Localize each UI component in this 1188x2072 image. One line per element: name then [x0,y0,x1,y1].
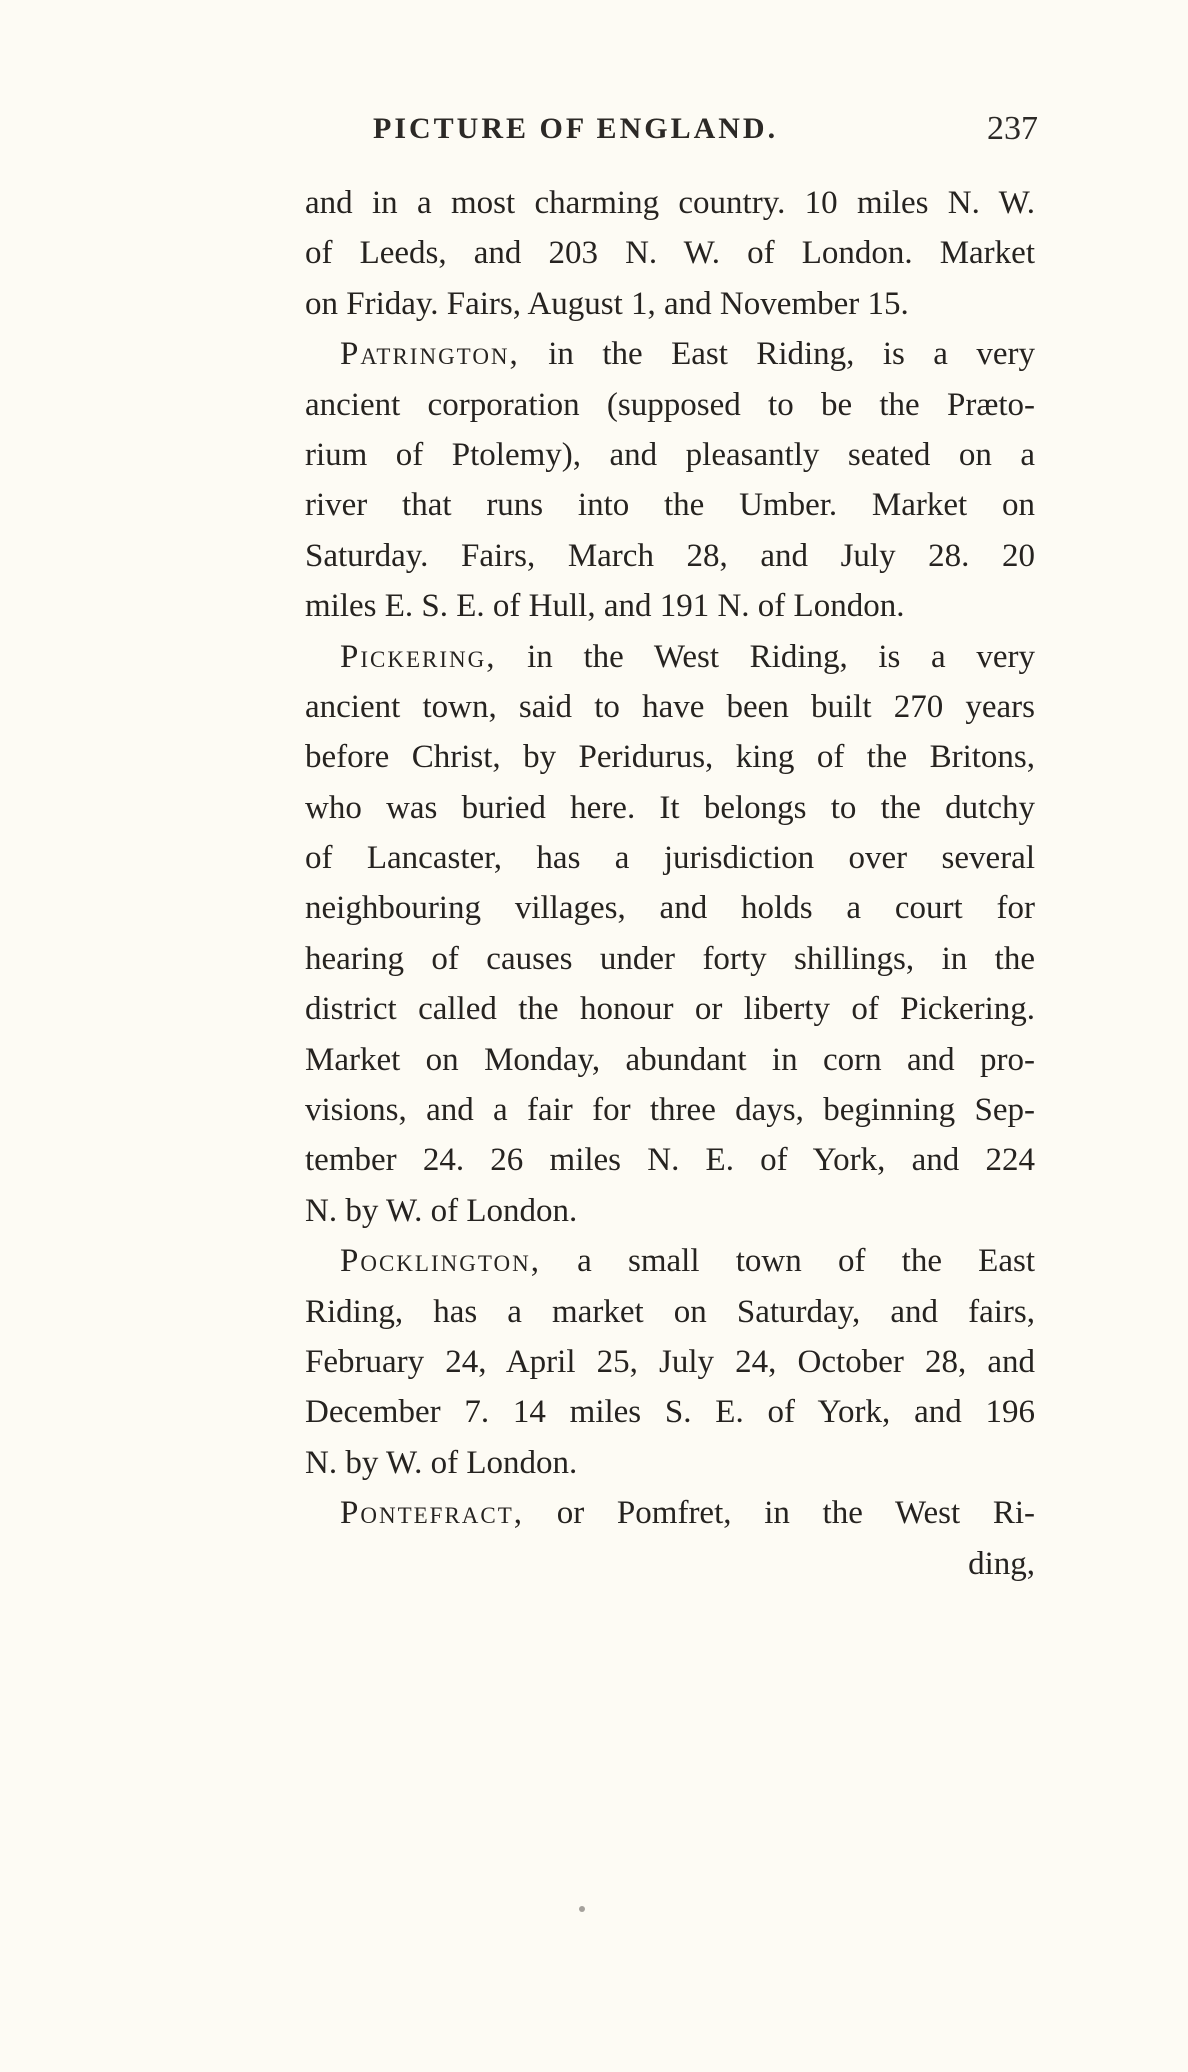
line-text: ding, [968,1545,1035,1582]
line-text: of Lancaster, has a jurisdiction over several [305,840,1035,877]
text-line [305,783,1035,833]
text-line [305,1387,1035,1437]
line-text: in the East Riding, is a very [519,336,1035,373]
text-line [305,228,1035,278]
line-text: rium of Ptolemy), and pleasantly seated on a [305,436,1035,473]
text-line [305,1539,1035,1589]
text-line [305,833,1035,883]
line-text: N. by W. of London. [305,1444,578,1481]
text-line [305,279,1035,329]
text-line [305,1438,1035,1488]
text-line [305,329,1035,379]
text-line [305,531,1035,581]
text-line [305,883,1035,933]
text-line [305,178,1035,228]
line-text: tember 24. 26 miles N. E. of York, and 224 [305,1142,1035,1179]
line-text: in the West Riding, is a very [496,638,1035,675]
line-text: visions, and a fair for three days, beginning Sep- [305,1092,1035,1129]
text-line [305,1488,1035,1538]
text-line [305,934,1035,984]
line-text: miles E. S. E. of Hull, and 191 N. of London. [305,588,905,625]
line-text: Market on Monday, abundant in corn and pro- [305,1041,1035,1078]
text-line [305,632,1035,682]
line-text: ancient town, said to have been built 270 years [305,688,1035,725]
line-text: or Pomfret, in the West Ri- [524,1495,1035,1532]
text-line [305,1035,1035,1085]
entry-heading: Pickering, [340,638,497,675]
line-text: hearing of causes under forty shillings, in the [305,940,1035,977]
text-line [305,732,1035,782]
text-line [305,581,1035,631]
page-number: 237 [987,110,1038,147]
text-line [305,1186,1035,1236]
text-line [305,380,1035,430]
entry-heading: Pocklington, [340,1243,541,1280]
text-line [305,682,1035,732]
line-text: December 7. 14 miles S. E. of York, and 196 [305,1394,1035,1431]
line-text: February 24, April 25, July 24, October 28, and [305,1343,1035,1380]
line-text: Saturday. Fairs, March 28, and July 28. 20 [305,537,1035,574]
line-text: a small town of the East [540,1243,1035,1280]
line-text: who was buried here. It belongs to the dutchy [305,789,1035,826]
running-title: PICTURE OF ENGLAND. [373,112,779,145]
paper-speck [579,1906,585,1912]
text-line [305,1236,1035,1286]
line-text: district called the honour or liberty of Pickering. [305,991,1035,1028]
line-text: river that runs into the Umber. Market on [305,487,1035,524]
line-text: Riding, has a market on Saturday, and fairs, [305,1293,1035,1330]
text-line [305,1337,1035,1387]
line-text: N. by W. of London. [305,1192,578,1229]
body-text [305,178,1035,1589]
text-line [305,1135,1035,1185]
text-line [305,984,1035,1034]
text-line [305,1287,1035,1337]
text-line [305,1085,1035,1135]
entry-heading: Pontefract, [340,1495,525,1532]
text-line [305,480,1035,530]
line-text: of Leeds, and 203 N. W. of London. Market [305,235,1035,272]
line-text: on Friday. Fairs, August 1, and November 15. [305,285,909,322]
line-text: neighbouring villages, and holds a court for [305,890,1035,927]
entry-heading: Patrington, [340,336,520,373]
text-line [305,430,1035,480]
line-text: and in a most charming country. 10 miles N. W. [305,185,1035,221]
line-text: ancient corporation (supposed to be the Præto- [305,386,1035,423]
running-head [373,112,1038,152]
line-text: before Christ, by Peridurus, king of the Britons, [305,739,1035,776]
